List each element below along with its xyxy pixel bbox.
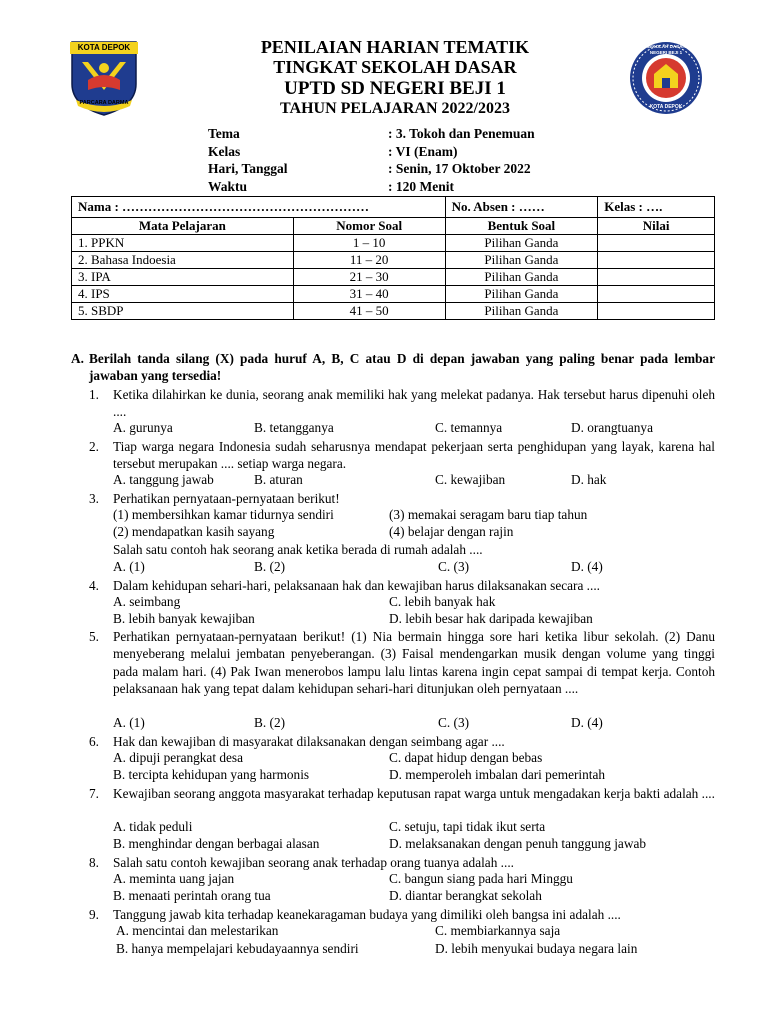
option-b[interactable]: B. menghindar dengan berbagai alasan bbox=[113, 836, 320, 851]
cell-mapel: 4. IPS bbox=[72, 286, 294, 303]
option-c[interactable]: C. membiarkannya saja bbox=[435, 923, 561, 938]
option-d[interactable]: D. (4) bbox=[571, 715, 603, 730]
option-a[interactable]: A. tidak peduli bbox=[113, 819, 193, 834]
table-header-row bbox=[72, 218, 715, 235]
option-d[interactable]: D. (4) bbox=[571, 559, 603, 574]
option-c[interactable]: C. lebih banyak hak bbox=[389, 594, 496, 609]
option-a[interactable]: A. dipuji perangkat desa bbox=[113, 750, 243, 765]
option-c[interactable]: C. bangun siang pada hari Minggu bbox=[389, 871, 573, 886]
info-value-tanggal: : Senin, 17 Oktober 2022 bbox=[388, 161, 531, 176]
question-number: 9. bbox=[89, 907, 99, 922]
question-number: 4. bbox=[89, 578, 99, 593]
table-row bbox=[72, 269, 715, 286]
info-value-waktu: : 120 Menit bbox=[388, 179, 454, 194]
question-text: Tanggung jawab kita terhadap keanekaragaman budaya yang dimiliki oleh bangsa ini adalah .... bbox=[113, 907, 621, 922]
option-a[interactable]: A. seimbang bbox=[113, 594, 181, 609]
header-nomor: Nomor Soal bbox=[293, 218, 445, 235]
header-mapel: Mata Pelajaran bbox=[72, 218, 294, 235]
header-line-4: TAHUN PELAJARAN 2022/2023 bbox=[280, 100, 510, 117]
option-d[interactable]: D. melaksanakan dengan penuh tanggung jawab bbox=[389, 836, 646, 851]
cell-nomor: 11 – 20 bbox=[293, 252, 445, 269]
question-text: Dalam kehidupan sehari-hari, pelaksanaan hak dan kewajiban harus dilaksanakan secara .... bbox=[113, 578, 600, 593]
option-c[interactable]: C. (3) bbox=[438, 559, 470, 574]
table-row bbox=[72, 286, 715, 303]
option-a[interactable]: A. mencintai dan melestarikan bbox=[116, 923, 279, 938]
option-b[interactable]: B. tetangganya bbox=[254, 420, 334, 435]
statement-1: (1) membersihkan kamar tidurnya sendiri bbox=[113, 507, 334, 522]
statement-2: (2) mendapatkan kasih sayang bbox=[113, 524, 275, 539]
question-text-2: Salah satu contoh hak seorang anak ketika berada di rumah adalah .... bbox=[113, 542, 483, 557]
seal-ring-text: SEKOLAH DASAR NEGERI BEJI 1 bbox=[646, 44, 686, 55]
question-number: 6. bbox=[89, 734, 99, 749]
table-row bbox=[72, 303, 715, 320]
seal-bottom-text: KOTA DEPOK bbox=[649, 104, 683, 110]
question-number: 1. bbox=[89, 387, 99, 402]
table-row bbox=[72, 252, 715, 269]
logo-ribbon-text: PARCARA DARMA bbox=[79, 100, 129, 106]
section-label: A. bbox=[71, 351, 84, 366]
question-text: Perhatikan pernyataan-pernyataan berikut! (1) Nia bermain hingga sore hari ketika libur sekolah. (2) Danu menyeberang melalui jembatan penyeberangan. (3) Faisal mendengarkan musik dengan volume yang tinggi pada malam hari. (4) Pak Iwan menerobos lampu lalu lintas karena ingin cepat sampai di tempat kerja. Contoh pelaksanaan hak yang tepat dalam kehidupan sehari-hari ditunjukan oleh pernyataan .... bbox=[113, 629, 715, 697]
cell-bentuk: Pilihan Ganda bbox=[445, 252, 598, 269]
question-text: Perhatikan pernyataan-pernyataan berikut! bbox=[113, 491, 340, 506]
info-label-waktu: Waktu bbox=[208, 179, 248, 194]
statement-4: (4) belajar dengan rajin bbox=[389, 524, 514, 539]
option-d[interactable]: D. orangtuanya bbox=[571, 420, 653, 435]
absen-field[interactable]: No. Absen : …… bbox=[445, 197, 598, 218]
score-table bbox=[71, 196, 715, 320]
nama-field[interactable]: Nama : ………………………………………………… bbox=[72, 197, 446, 218]
option-a[interactable]: A. tanggung jawab bbox=[113, 472, 214, 487]
option-b[interactable]: B. (2) bbox=[254, 715, 286, 730]
option-d[interactable]: D. lebih menyukai budaya negara lain bbox=[435, 941, 638, 956]
info-value-tema: : 3. Tokoh dan Penemuan bbox=[388, 126, 535, 141]
logo-banner-text: KOTA DEPOK bbox=[77, 43, 131, 52]
header-bentuk: Bentuk Soal bbox=[445, 218, 598, 235]
info-label-kelas: Kelas bbox=[208, 144, 241, 159]
cell-nilai[interactable] bbox=[598, 303, 715, 320]
option-b[interactable]: B. menaati perintah orang tua bbox=[113, 888, 271, 903]
cell-mapel: 3. IPA bbox=[72, 269, 294, 286]
cell-bentuk: Pilihan Ganda bbox=[445, 235, 598, 252]
question-number: 5. bbox=[89, 629, 99, 644]
option-a[interactable]: A. gurunya bbox=[113, 420, 173, 435]
cell-bentuk: Pilihan Ganda bbox=[445, 286, 598, 303]
option-b[interactable]: B. tercipta kehidupan yang harmonis bbox=[113, 767, 310, 782]
table-row bbox=[72, 235, 715, 252]
option-b[interactable]: B. (2) bbox=[254, 559, 286, 574]
cell-nilai[interactable] bbox=[598, 235, 715, 252]
cell-nilai[interactable] bbox=[598, 252, 715, 269]
info-label-tema: Tema bbox=[208, 126, 240, 141]
cell-nomor: 31 – 40 bbox=[293, 286, 445, 303]
question-number: 8. bbox=[89, 855, 99, 870]
option-c[interactable]: C. kewajiban bbox=[435, 472, 506, 487]
option-d[interactable]: D. diantar berangkat sekolah bbox=[389, 888, 542, 903]
option-c[interactable]: C. temannya bbox=[435, 420, 503, 435]
option-a[interactable]: A. (1) bbox=[113, 715, 145, 730]
option-d[interactable]: D. hak bbox=[571, 472, 607, 487]
option-a[interactable]: A. meminta uang jajan bbox=[113, 871, 235, 886]
cell-bentuk: Pilihan Ganda bbox=[445, 303, 598, 320]
header-line-2: TINGKAT SEKOLAH DASAR bbox=[273, 57, 517, 77]
cell-nilai[interactable] bbox=[598, 286, 715, 303]
cell-nomor: 1 – 10 bbox=[293, 235, 445, 252]
option-b[interactable]: B. lebih banyak kewajiban bbox=[113, 611, 255, 626]
question-number: 2. bbox=[89, 439, 99, 454]
question-text: Tiap warga negara Indonesia sudah seharusnya mendapat pekerjaan serta penghidupan yang layak, karena hal tersebut merupakan .... setiap warga negara. bbox=[113, 439, 715, 472]
option-d[interactable]: D. lebih besar hak daripada kewajiban bbox=[389, 611, 593, 626]
cell-nomor: 41 – 50 bbox=[293, 303, 445, 320]
question-number: 7. bbox=[89, 786, 99, 801]
option-b[interactable]: B. aturan bbox=[254, 472, 303, 487]
section-instruction: Berilah tanda silang (X) pada huruf A, B, C atau D di depan jawaban yang paling benar pada lembar jawaban yang tersedia! bbox=[89, 351, 715, 384]
option-c[interactable]: C. dapat hidup dengan bebas bbox=[389, 750, 543, 765]
statement-3: (3) memakai seragam baru tiap tahun bbox=[389, 507, 588, 522]
question-text: Ketika dilahirkan ke dunia, seorang anak memiliki hak yang melekat padanya. Hak tersebut harus dipenuhi oleh .... bbox=[113, 387, 715, 420]
info-label-tanggal: Hari, Tanggal bbox=[208, 161, 288, 176]
question-text: Hak dan kewajiban di masyarakat dilaksanakan dengan seimbang agar .... bbox=[113, 734, 505, 749]
identity-row bbox=[72, 197, 715, 218]
cell-nilai[interactable] bbox=[598, 269, 715, 286]
cell-mapel: 5. SBDP bbox=[72, 303, 294, 320]
header-line-1: PENILAIAN HARIAN TEMATIK bbox=[260, 37, 530, 57]
kelas-field[interactable]: Kelas : …. bbox=[598, 197, 715, 218]
cell-mapel: 1. PPKN bbox=[72, 235, 294, 252]
question-number: 3. bbox=[89, 491, 99, 506]
option-c[interactable]: C. (3) bbox=[438, 715, 470, 730]
option-c[interactable]: C. setuju, tapi tidak ikut serta bbox=[389, 819, 546, 834]
option-b[interactable]: B. hanya mempelajari kebudayaannya sendiri bbox=[116, 941, 359, 956]
cell-mapel: 2. Bahasa Indoesia bbox=[72, 252, 294, 269]
option-d[interactable]: D. memperoleh imbalan dari pemerintah bbox=[389, 767, 605, 782]
header-nilai: Nilai bbox=[598, 218, 715, 235]
header-line-3: UPTD SD NEGERI BEJI 1 bbox=[284, 78, 506, 99]
info-value-kelas: : VI (Enam) bbox=[388, 144, 458, 159]
kota-depok-logo bbox=[68, 40, 140, 116]
option-a[interactable]: A. (1) bbox=[113, 559, 145, 574]
question-text: Salah satu contoh kewajiban seorang anak terhadap orang tuanya adalah .... bbox=[113, 855, 514, 870]
cell-bentuk: Pilihan Ganda bbox=[445, 269, 598, 286]
cell-nomor: 21 – 30 bbox=[293, 269, 445, 286]
question-text: Kewajiban seorang anggota masyarakat terhadap keputusan rapat warga untuk mengadakan kerja bakti adalah .... bbox=[113, 786, 715, 801]
